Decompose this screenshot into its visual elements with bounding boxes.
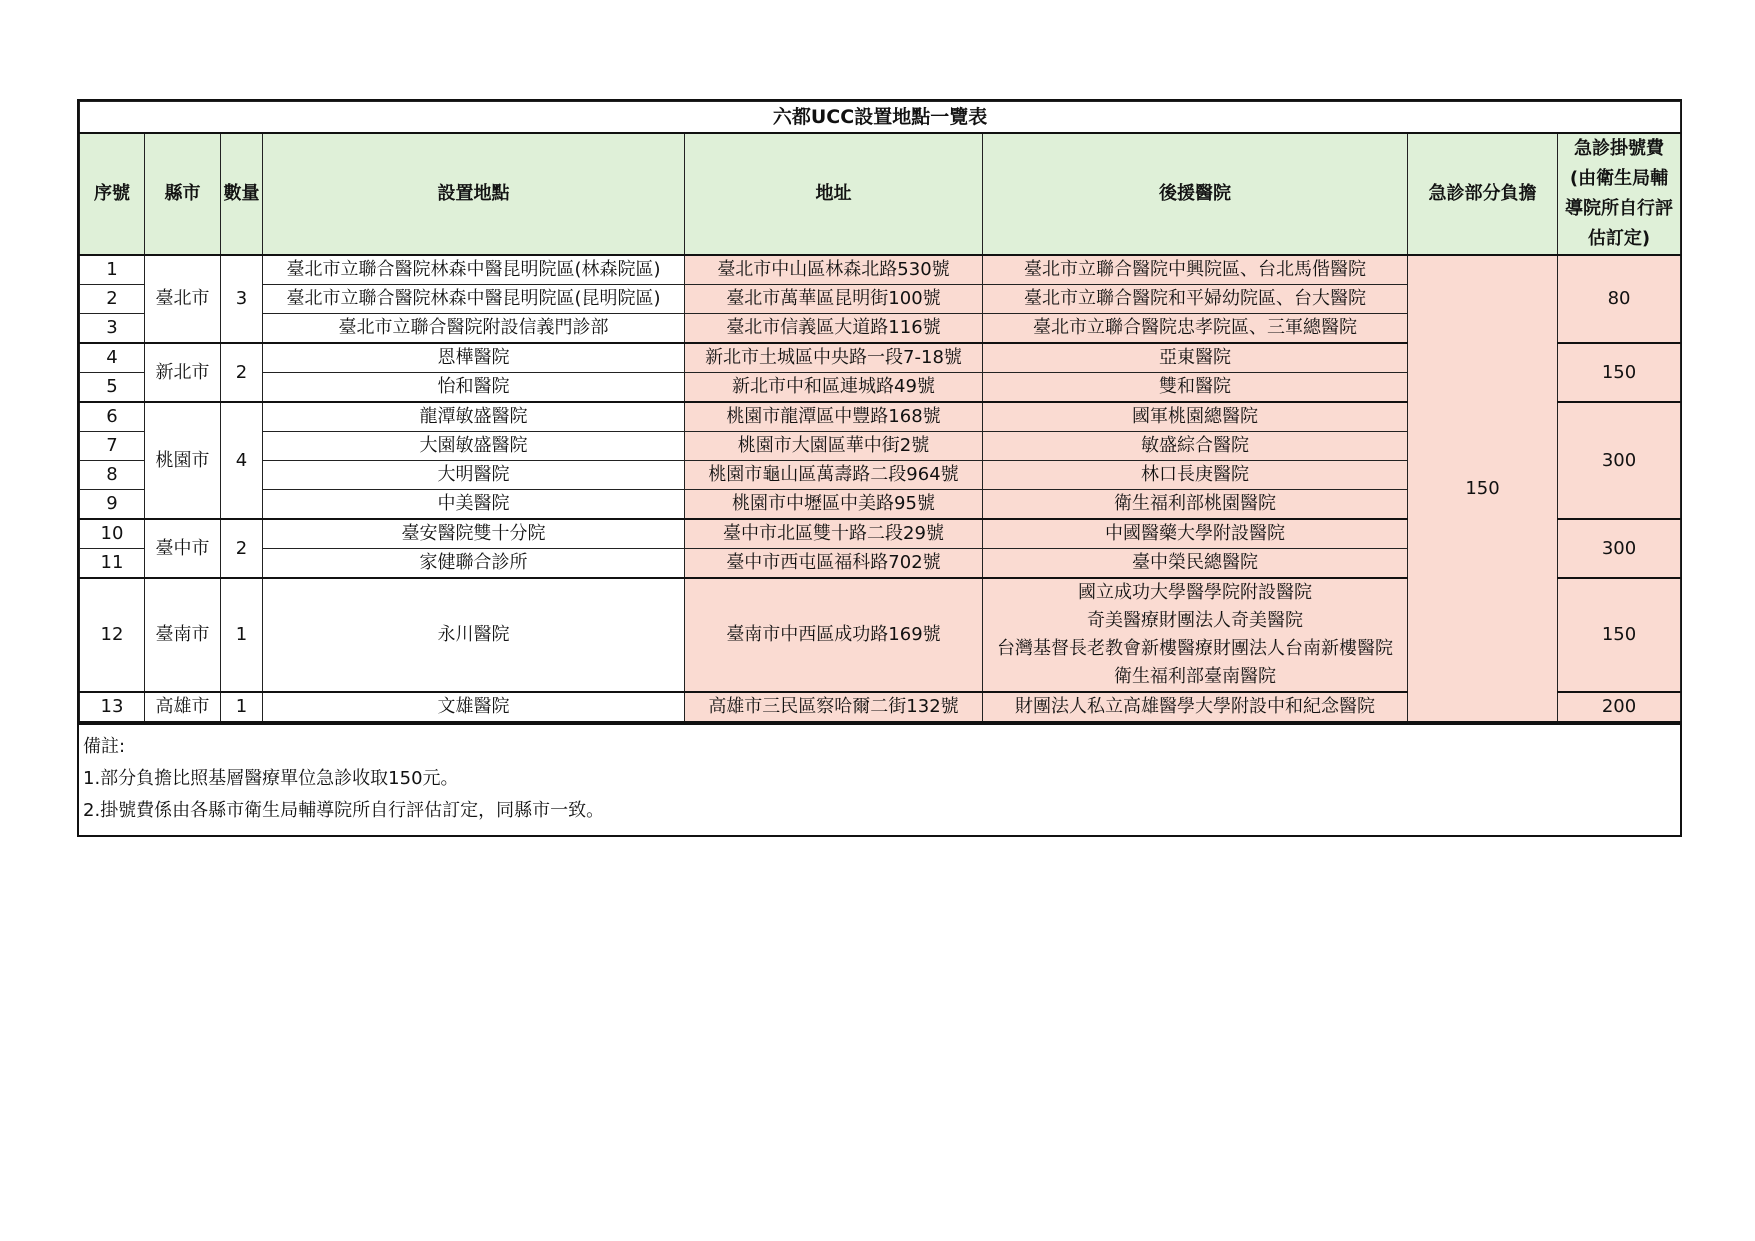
note-item: 2.掛號費係由各縣市衛生局輔導院所自行評估訂定，同縣市一致。: [83, 800, 605, 821]
cell-seq: 6: [80, 402, 145, 432]
cell-backup-hospital: 林口長庚醫院: [983, 461, 1408, 490]
cell-count: 1: [221, 578, 263, 692]
cell-backup-hospital: 雙和醫院: [983, 373, 1408, 403]
ucc-location-table: [79, 101, 1681, 723]
header-copay: 急診部分負擔: [1408, 133, 1558, 255]
cell-seq: 1: [80, 255, 145, 285]
cell-backup-hospital: 臺北市立聯合醫院忠孝院區、三軍總醫院: [983, 314, 1408, 344]
cell-address: 臺北市中山區林森北路530號: [685, 255, 983, 285]
cell-seq: 5: [80, 373, 145, 403]
cell-address: 桃園市龜山區萬壽路二段964號: [685, 461, 983, 490]
cell-address: 臺中市北區雙十路二段29號: [685, 519, 983, 549]
cell-site: 中美醫院: [263, 490, 685, 520]
table-body: [80, 255, 1681, 722]
cell-seq: 8: [80, 461, 145, 490]
cell-backup-hospital: 衛生福利部桃園醫院: [983, 490, 1408, 520]
cell-seq: 7: [80, 432, 145, 461]
cell-site: 大園敏盛醫院: [263, 432, 685, 461]
cell-registration-fee: 300: [1558, 402, 1681, 519]
cell-count: 1: [221, 692, 263, 722]
cell-backup-hospital: 臺北市立聯合醫院和平婦幼院區、台大醫院: [983, 285, 1408, 314]
cell-backup-hospital: 亞東醫院: [983, 343, 1408, 373]
cell-registration-fee: 200: [1558, 692, 1681, 722]
cell-seq: 12: [80, 578, 145, 692]
notes-heading: 備註:: [83, 736, 126, 757]
cell-site: 臺北市立聯合醫院附設信義門診部: [263, 314, 685, 344]
cell-seq: 3: [80, 314, 145, 344]
cell-backup-hospital: 財團法人私立高雄醫學大學附設中和紀念醫院: [983, 692, 1408, 722]
backup-hospital-line: 台灣基督長老教會新樓醫療財團法人台南新樓醫院: [997, 638, 1393, 659]
cell-backup-hospital: 國軍桃園總醫院: [983, 402, 1408, 432]
cell-seq: 2: [80, 285, 145, 314]
cell-registration-fee: 150: [1558, 578, 1681, 692]
header-registration-fee: 急診掛號費(由衛生局輔導院所自行評估訂定): [1558, 133, 1681, 255]
cell-address: 高雄市三民區察哈爾二街132號: [685, 692, 983, 722]
cell-seq: 11: [80, 549, 145, 579]
cell-count: 2: [221, 343, 263, 402]
cell-address: 新北市中和區連城路49號: [685, 373, 983, 403]
cell-site: 恩樺醫院: [263, 343, 685, 373]
cell-seq: 4: [80, 343, 145, 373]
cell-city: 臺南市: [145, 578, 221, 692]
cell-registration-fee: 300: [1558, 519, 1681, 578]
cell-site: 臺北市立聯合醫院林森中醫昆明院區(昆明院區): [263, 285, 685, 314]
cell-seq: 13: [80, 692, 145, 722]
cell-count: 4: [221, 402, 263, 519]
cell-backup-hospital: 臺中榮民總醫院: [983, 549, 1408, 579]
note-item: 1.部分負擔比照基層醫療單位急診收取150元。: [83, 768, 459, 789]
cell-seq: 9: [80, 490, 145, 520]
cell-city: 高雄市: [145, 692, 221, 722]
cell-site: 文雄醫院: [263, 692, 685, 722]
cell-site: 怡和醫院: [263, 373, 685, 403]
cell-address: 臺南市中西區成功路169號: [685, 578, 983, 692]
header-seq: 序號: [80, 133, 145, 255]
cell-site: 臺安醫院雙十分院: [263, 519, 685, 549]
cell-address: 桃園市龍潭區中豐路168號: [685, 402, 983, 432]
cell-backup-hospital: 敏盛綜合醫院: [983, 432, 1408, 461]
cell-address: 桃園市中壢區中美路95號: [685, 490, 983, 520]
table-row: [80, 255, 1681, 285]
table-title: 六都UCC設置地點一覽表: [80, 102, 1681, 134]
cell-address: 臺中市西屯區福科路702號: [685, 549, 983, 579]
cell-city: 新北市: [145, 343, 221, 402]
cell-seq: 10: [80, 519, 145, 549]
cell-backup-hospital: 臺北市立聯合醫院中興院區、台北馬偕醫院: [983, 255, 1408, 285]
cell-backup-hospital: 中國醫藥大學附設醫院: [983, 519, 1408, 549]
header-city: 縣市: [145, 133, 221, 255]
cell-site: 龍潭敏盛醫院: [263, 402, 685, 432]
cell-address: 臺北市信義區大道路116號: [685, 314, 983, 344]
cell-site: 臺北市立聯合醫院林森中醫昆明院區(林森院區): [263, 255, 685, 285]
header-count: 數量: [221, 133, 263, 255]
cell-address: 新北市土城區中央路一段7-18號: [685, 343, 983, 373]
cell-count: 3: [221, 255, 263, 343]
notes-section: [79, 723, 1680, 835]
header-row: [80, 133, 1681, 255]
cell-site: 大明醫院: [263, 461, 685, 490]
cell-copay: 150: [1408, 255, 1558, 722]
cell-address: 桃園市大園區華中街2號: [685, 432, 983, 461]
backup-hospital-line: 國立成功大學醫學院附設醫院: [1078, 582, 1312, 603]
cell-city: 臺中市: [145, 519, 221, 578]
cell-backup-hospital: [983, 578, 1408, 692]
cell-registration-fee: 80: [1558, 255, 1681, 343]
cell-address: 臺北市萬華區昆明街100號: [685, 285, 983, 314]
header-backup-hospital: 後援醫院: [983, 133, 1408, 255]
cell-city: 臺北市: [145, 255, 221, 343]
backup-hospital-line: 奇美醫療財團法人奇美醫院: [1087, 610, 1303, 631]
cell-city: 桃園市: [145, 402, 221, 519]
cell-registration-fee: 150: [1558, 343, 1681, 402]
backup-hospital-line: 衛生福利部臺南醫院: [1114, 666, 1276, 687]
cell-site: 永川醫院: [263, 578, 685, 692]
cell-site: 家健聯合診所: [263, 549, 685, 579]
ucc-sheet: [77, 99, 1682, 837]
header-site: 設置地點: [263, 133, 685, 255]
header-address: 地址: [685, 133, 983, 255]
cell-count: 2: [221, 519, 263, 578]
